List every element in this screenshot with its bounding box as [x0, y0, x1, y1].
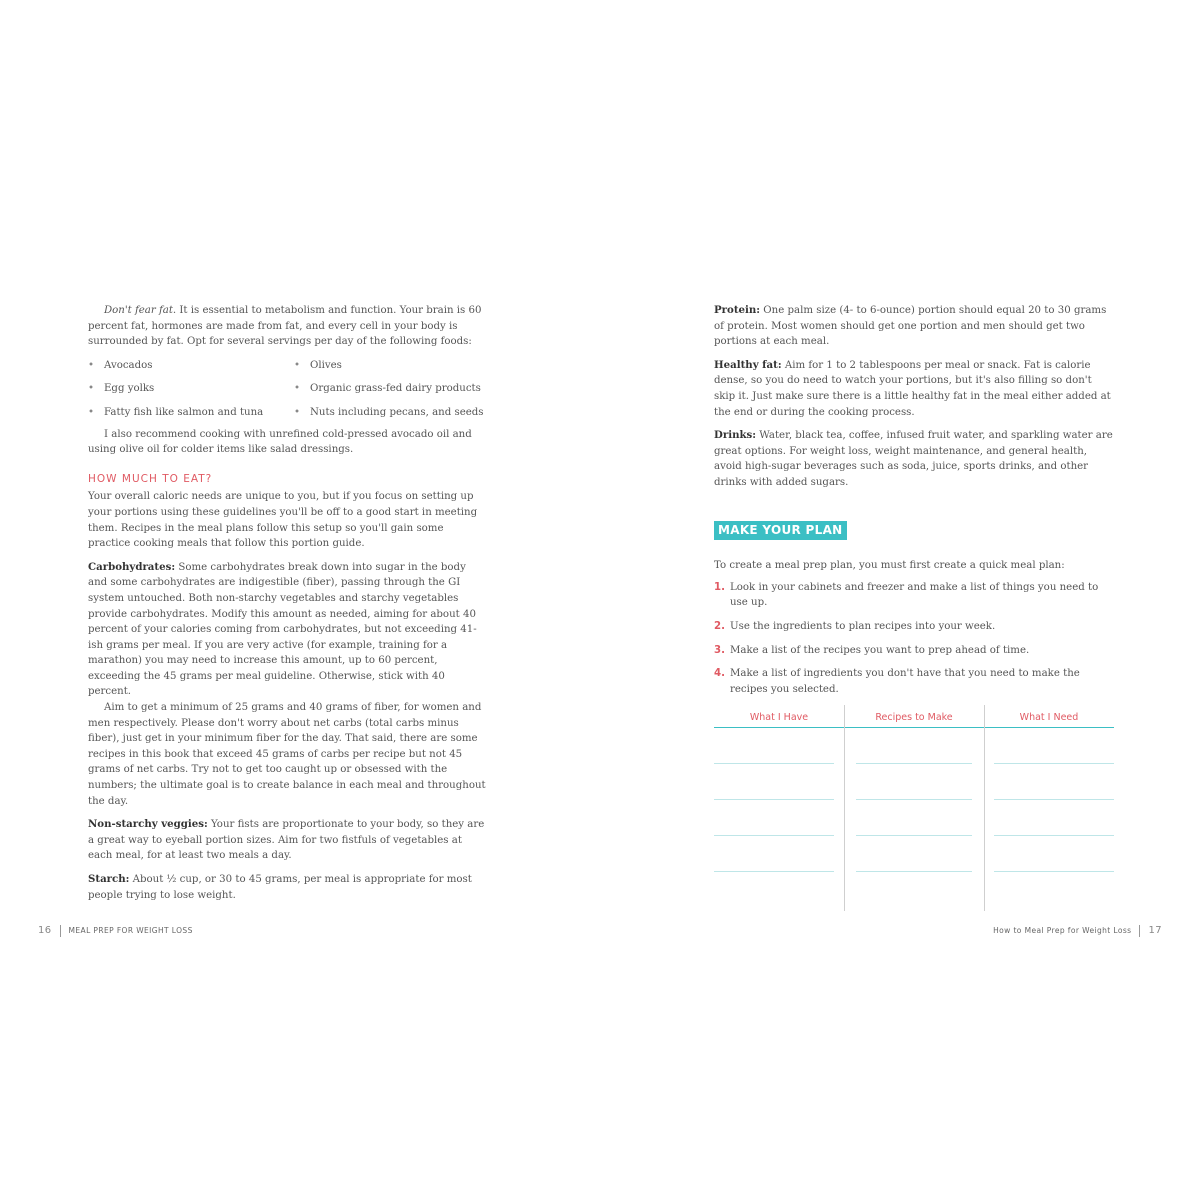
list-item — [714, 666, 1114, 697]
worksheet-write-line[interactable] — [856, 763, 972, 764]
worksheet-write-line[interactable] — [994, 763, 1114, 764]
right-page — [600, 0, 1200, 1200]
healthy-fat-term: Healthy fat: — [714, 358, 782, 371]
list-item — [294, 358, 490, 374]
drinks-text: Water, black tea, coffee, infused fruit water, and sparkling water are great options. For weight loss, weight maintenance, and general health, avoid high-sugar beverages such as soda, juice, sports drinks, and other drinks with added sugars. — [714, 430, 1113, 488]
worksheet-write-line[interactable] — [714, 835, 834, 836]
list-item-text: Olives — [310, 359, 342, 371]
fat-intro-text: It is essential to metabolism and function. Your brain is 60 percent fat, hormones are made from fat, and every cell in your body is surrounded by fat. Opt for several servings per day of the following foods: — [88, 305, 482, 348]
worksheet-write-line[interactable] — [994, 835, 1114, 836]
veggies-text: Your fists are proportionate to your body, so they are a great way to eyeball portion sizes. Aim for two fistfuls of vegetables at each meal, for at least two meals a day. — [88, 819, 485, 862]
make-your-plan-heading: MAKE YOUR PLAN — [714, 521, 847, 541]
right-footer — [993, 925, 1162, 937]
how-much-intro-paragraph: Your overall caloric needs are unique to you, but if you focus on setting up your portions using these guidelines you'll be off to a good start in meeting them. Recipes in the meal plans follow this setup so you'll gain some practice cooking meals that follow this portion guide. — [88, 491, 478, 550]
step-number: 4. — [714, 668, 725, 680]
list-item-text: Avocados — [104, 359, 153, 371]
veggies-paragraph — [88, 817, 486, 864]
worksheet-write-line[interactable] — [994, 799, 1114, 800]
healthy-fat-paragraph — [714, 358, 1114, 420]
list-item — [88, 405, 294, 421]
list-item — [714, 643, 1114, 659]
step-text: Make a list of ingredients you don't have that you need to make the recipes you selected. — [730, 668, 1080, 695]
fat-foods-list — [88, 358, 486, 421]
list-item — [88, 381, 294, 397]
list-item — [88, 358, 294, 374]
bullet-icon: • — [294, 359, 301, 371]
left-page-number: 16 — [38, 925, 52, 936]
fat-intro-emphasis: Don't fear fat. — [104, 305, 177, 316]
left-text-column — [88, 303, 486, 903]
bullet-icon: • — [88, 359, 95, 371]
step-number: 3. — [714, 644, 725, 656]
carbohydrates-term: Carbohydrates: — [88, 560, 176, 573]
veggies-term: Non-starchy veggies: — [88, 818, 208, 831]
step-number: 1. — [714, 581, 725, 593]
healthy-fat-text: Aim for 1 to 2 tablespoons per meal or snack. Fat is calorie dense, so you do need to watch your portions, but it's also filling so don't skip it. Just make sure there is a little healthy fat in the meal either added at the end or during the cooking process. — [714, 359, 1111, 418]
step-text: Look in your cabinets and freezer and make a list of things you need to use up. — [730, 581, 1099, 609]
worksheet-column-recipes-to-make: Recipes to Make — [875, 712, 953, 724]
worksheet-write-line[interactable] — [856, 799, 972, 800]
worksheet-write-line[interactable] — [714, 871, 834, 872]
list-item-text: Nuts including pecans, and seeds — [310, 406, 484, 418]
carbohydrates-text: Some carbohydrates break down into sugar in the body and some carbohydrates are indigestible (fiber), passing through the GI system untouched. Both non-starchy vegetables and starchy vegetables provide carbohydrates. Modify this amount as needed, aiming for about 40 percent of your calories coming from carbohydrates, but not exceeding 41-ish grams per meal. If you are very active (for example, training for a marathon) you may need to increase this amount, up to 60 percent, exceeding the 45 grams per meal guideline. Otherwise, stick with 40 percent. — [88, 561, 477, 698]
worksheet-write-line[interactable] — [714, 799, 834, 800]
worksheet-column-what-i-need: What I Need — [1019, 712, 1079, 724]
worksheet-write-line[interactable] — [856, 835, 972, 836]
worksheet-column-what-i-have: What I Have — [749, 712, 809, 724]
right-running-title: How to Meal Prep for Weight Loss — [993, 926, 1132, 935]
drinks-term: Drinks: — [714, 429, 757, 442]
carbohydrates-paragraph — [88, 560, 486, 700]
cooking-note-paragraph: I also recommend cooking with unrefined cold-pressed avocado oil and using olive oil for colder items like salad dressings. — [88, 428, 472, 456]
bullet-icon: • — [294, 383, 301, 395]
bullet-icon: • — [294, 406, 301, 418]
list-item-text: Organic grass-fed dairy products — [310, 383, 481, 395]
drinks-paragraph — [714, 428, 1114, 490]
list-item-text: Fatty fish like salmon and tuna — [104, 406, 264, 418]
bullet-icon: • — [88, 383, 95, 395]
protein-term: Protein: — [714, 304, 761, 316]
step-number: 2. — [714, 620, 725, 632]
worksheet-write-line[interactable] — [714, 763, 834, 764]
right-text-column — [714, 303, 1114, 915]
step-text: Make a list of the recipes you want to prep ahead of time. — [730, 644, 1030, 656]
protein-paragraph — [714, 303, 1114, 350]
left-footer — [38, 925, 193, 937]
starch-term: Starch: — [88, 873, 130, 885]
right-page-number: 17 — [1148, 925, 1162, 936]
footer-divider — [60, 925, 61, 937]
fat-intro-paragraph — [88, 303, 486, 350]
worksheet-divider — [844, 705, 845, 911]
plan-intro-paragraph: To create a meal prep plan, you must first create a quick meal plan: — [714, 560, 1065, 572]
step-text: Use the ingredients to plan recipes into your week. — [730, 620, 996, 632]
protein-text: One palm size (4- to 6-ounce) portion should equal 20 to 30 grams of protein. Most women should get one portion and men should get two portions at each meal. — [714, 305, 1107, 348]
bullet-icon: • — [88, 406, 95, 418]
starch-text: About ½ cup, or 30 to 45 grams, per meal is appropriate for most people trying to lose weight. — [88, 874, 472, 901]
worksheet-divider — [984, 705, 985, 911]
list-item — [714, 580, 1114, 611]
plan-steps-list — [714, 580, 1114, 698]
worksheet-write-line[interactable] — [856, 871, 972, 872]
left-running-title: MEAL PREP FOR WEIGHT LOSS — [68, 926, 193, 935]
list-item-text: Egg yolks — [104, 383, 155, 395]
fiber-paragraph: Aim to get a minimum of 25 grams and 40 grams of fiber, for women and men respectively. Please don't worry about net carbs (total carbs minus fiber), just get in your minimum fiber for the day. That said, there are some recipes in this book that exceed 45 grams of carbs per recipe but not 45 grams of net carbs. Try not to get too caught up or obsessed with the numbers; the ultimate goal is to create balance in each meal and throughout the day. — [88, 702, 486, 807]
meal-plan-worksheet — [714, 705, 1114, 915]
worksheet-write-line[interactable] — [994, 871, 1114, 872]
starch-paragraph — [88, 872, 486, 903]
list-item — [294, 381, 490, 397]
list-item — [294, 405, 490, 421]
footer-divider — [1139, 925, 1140, 937]
how-much-heading: HOW MUCH TO EAT? — [88, 472, 213, 485]
list-item — [714, 619, 1114, 635]
